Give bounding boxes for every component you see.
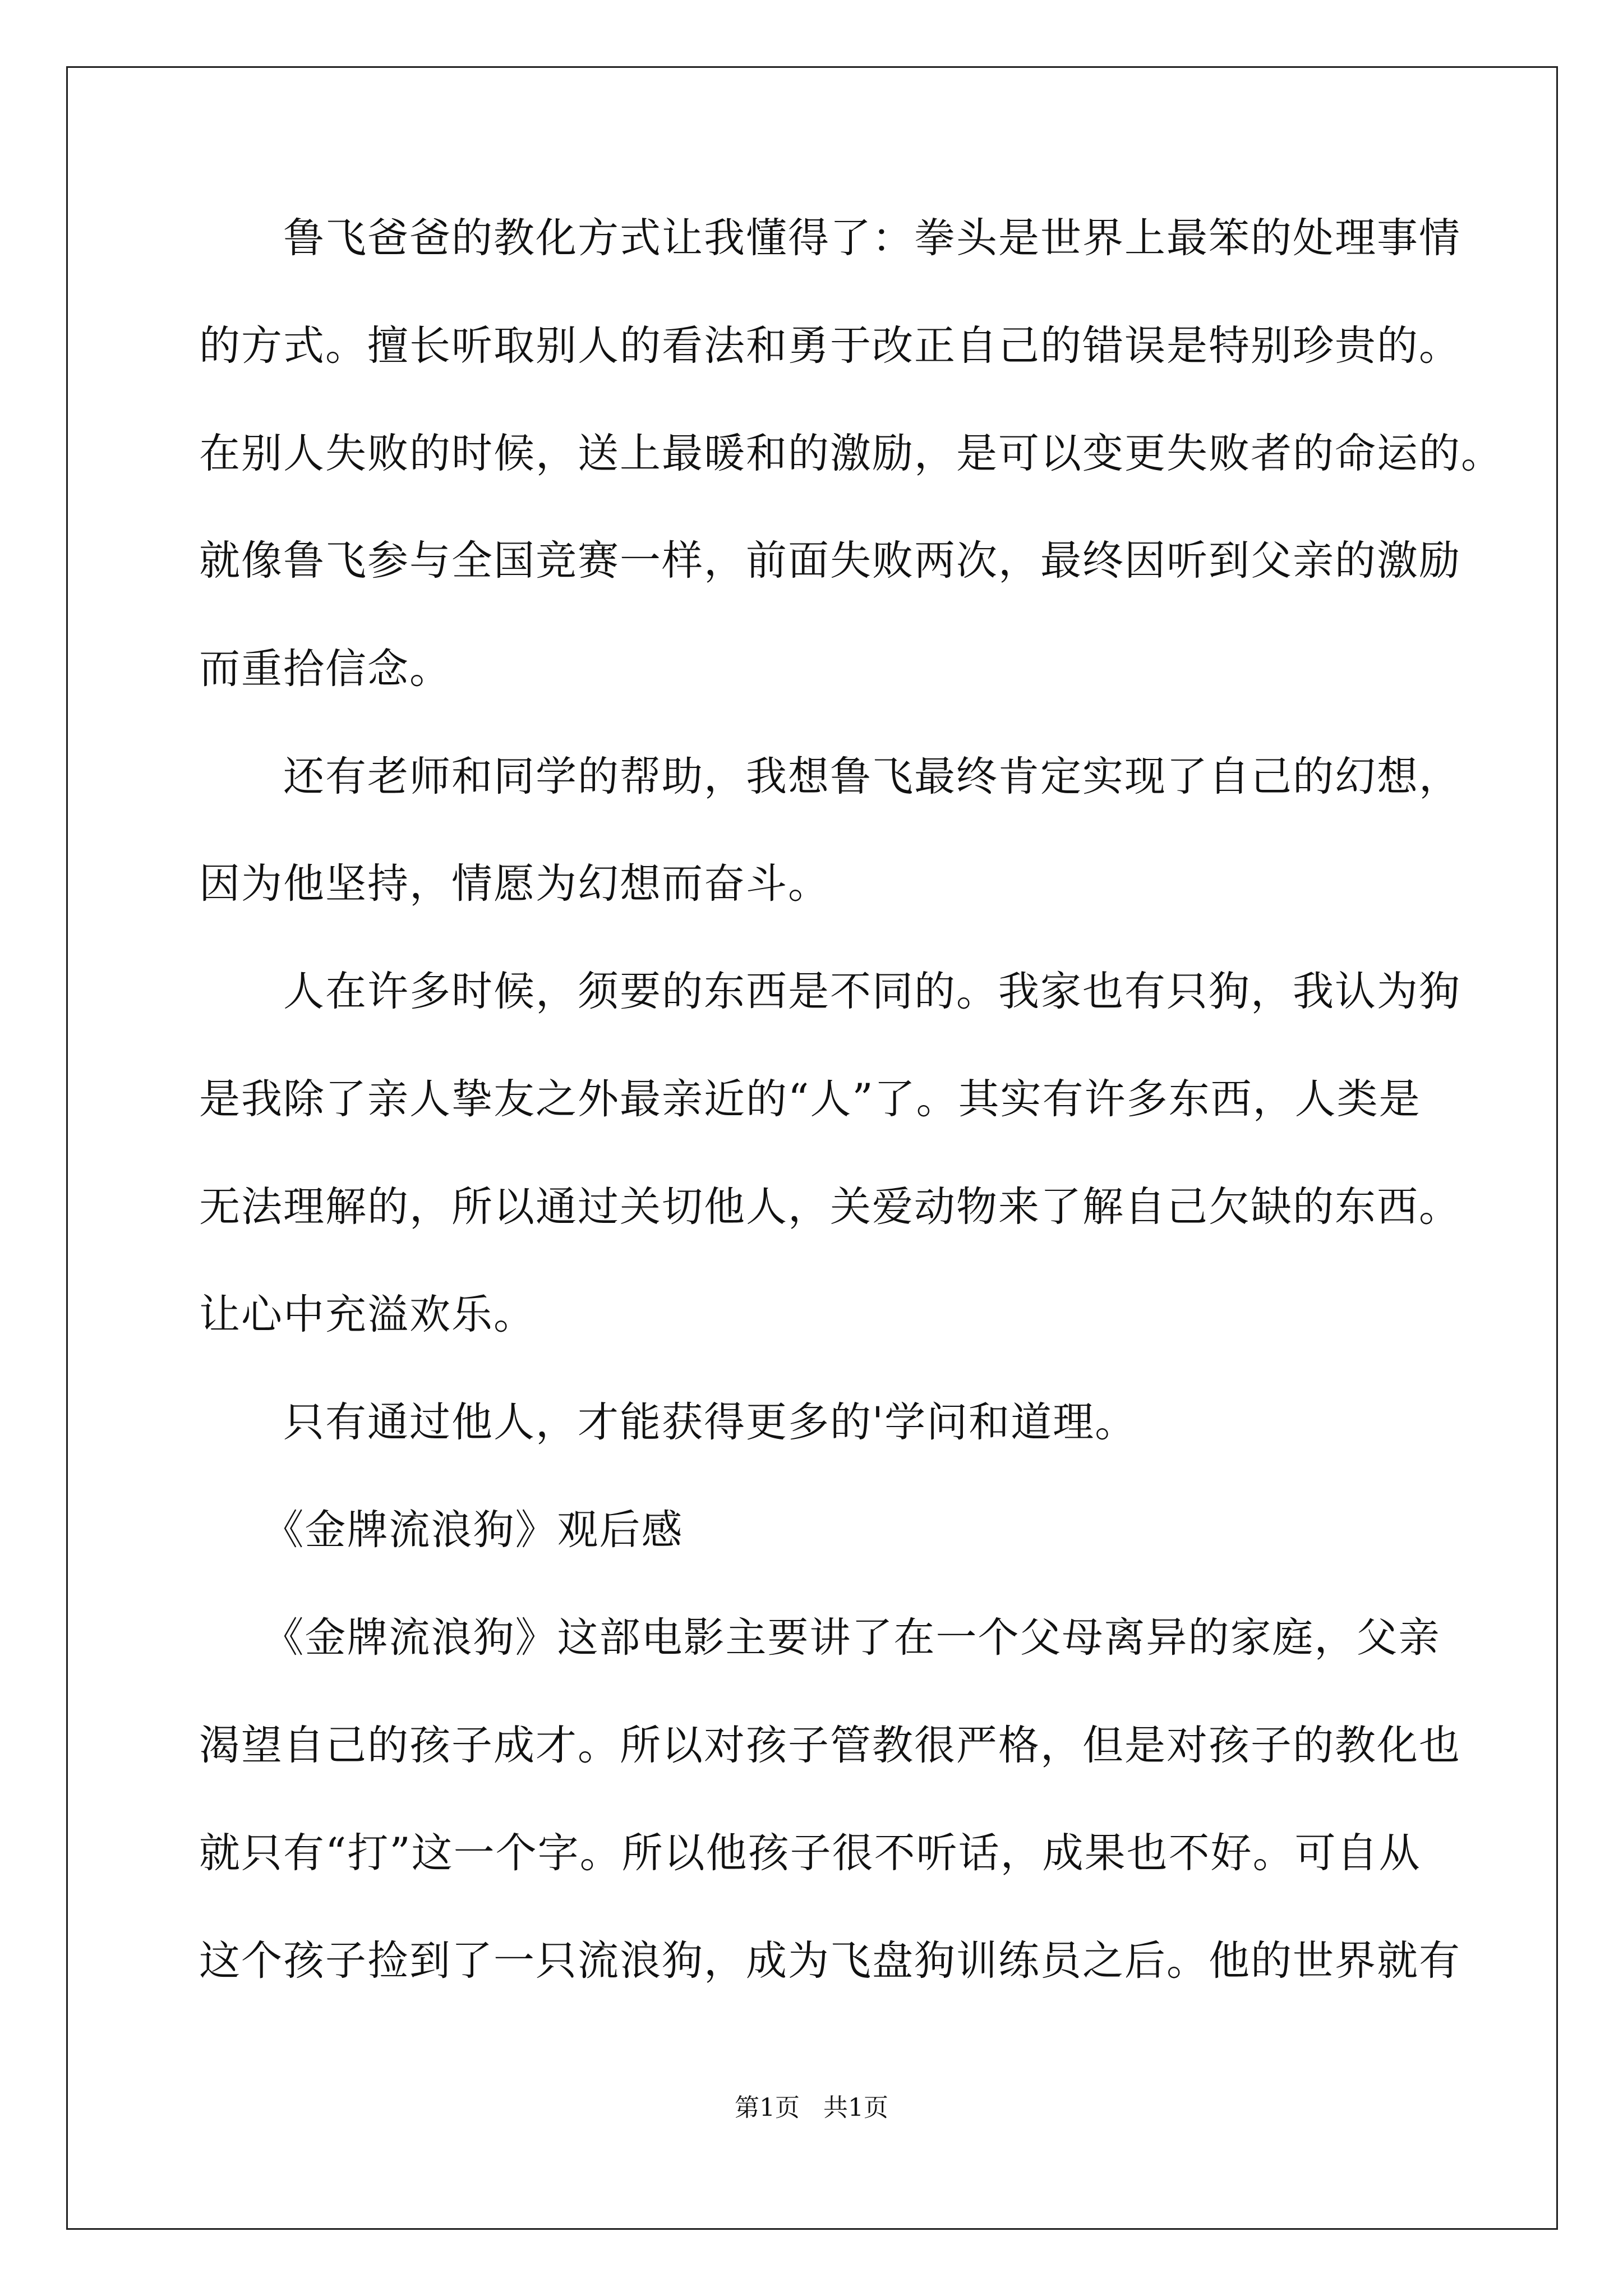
- text-line: 让心中充溢欢乐。: [199, 1291, 536, 1338]
- text-line: 因为他坚持，情愿为幻想而奋斗。: [199, 860, 830, 908]
- text-line: 就像鲁飞参与全国竞赛一样，前面失败两次，最终因听到父亲的激励: [199, 537, 1461, 585]
- text-line: 就只有“打”这一个字。所以他孩子很不听话，成果也不好。可自从: [199, 1829, 1421, 1877]
- text-line: 人在许多时候，须要的东西是不同的。我家也有只狗，我认为狗: [199, 968, 1461, 1015]
- text-line: 鲁飞爸爸的教化方式让我懂得了：拳头是世界上最笨的处理事情: [199, 214, 1461, 262]
- text-line: 这个孩子捡到了一只流浪狗，成为飞盘狗训练员之后。他的世界就有: [199, 1937, 1461, 1985]
- page-footer: 第1页 共1页: [735, 2093, 888, 2122]
- text-line: 无法理解的，所以通过关切他人，关爱动物来了解自己欠缺的东西。: [199, 1183, 1461, 1231]
- text-line: 只有通过他人，才能获得更多的'学问和道理。: [199, 1398, 1137, 1446]
- text-line: 在别人失败的时候，送上最暖和的激励，是可以变更失败者的命运的。: [199, 430, 1503, 477]
- text-line: 的方式。擅长听取别人的看法和勇于改正自己的错误是特别珍贵的。: [199, 322, 1461, 370]
- text-line: 渴望自己的孩子成才。所以对孩子管教很严格，但是对孩子的教化也: [199, 1722, 1461, 1769]
- text-line: 而重拾信念。: [199, 645, 451, 693]
- text-line: 是我除了亲人挚友之外最亲近的“人”了。其实有许多东西，人类是: [199, 1075, 1421, 1123]
- text-line: 《金牌流浪狗》这部电影主要讲了在一个父母离异的家庭，父亲: [199, 1614, 1441, 1662]
- section-title: 《金牌流浪狗》观后感: [199, 1506, 684, 1554]
- page-border: [66, 66, 1558, 2230]
- text-line: 还有老师和同学的帮助，我想鲁飞最终肯定实现了自己的幻想，: [199, 753, 1461, 800]
